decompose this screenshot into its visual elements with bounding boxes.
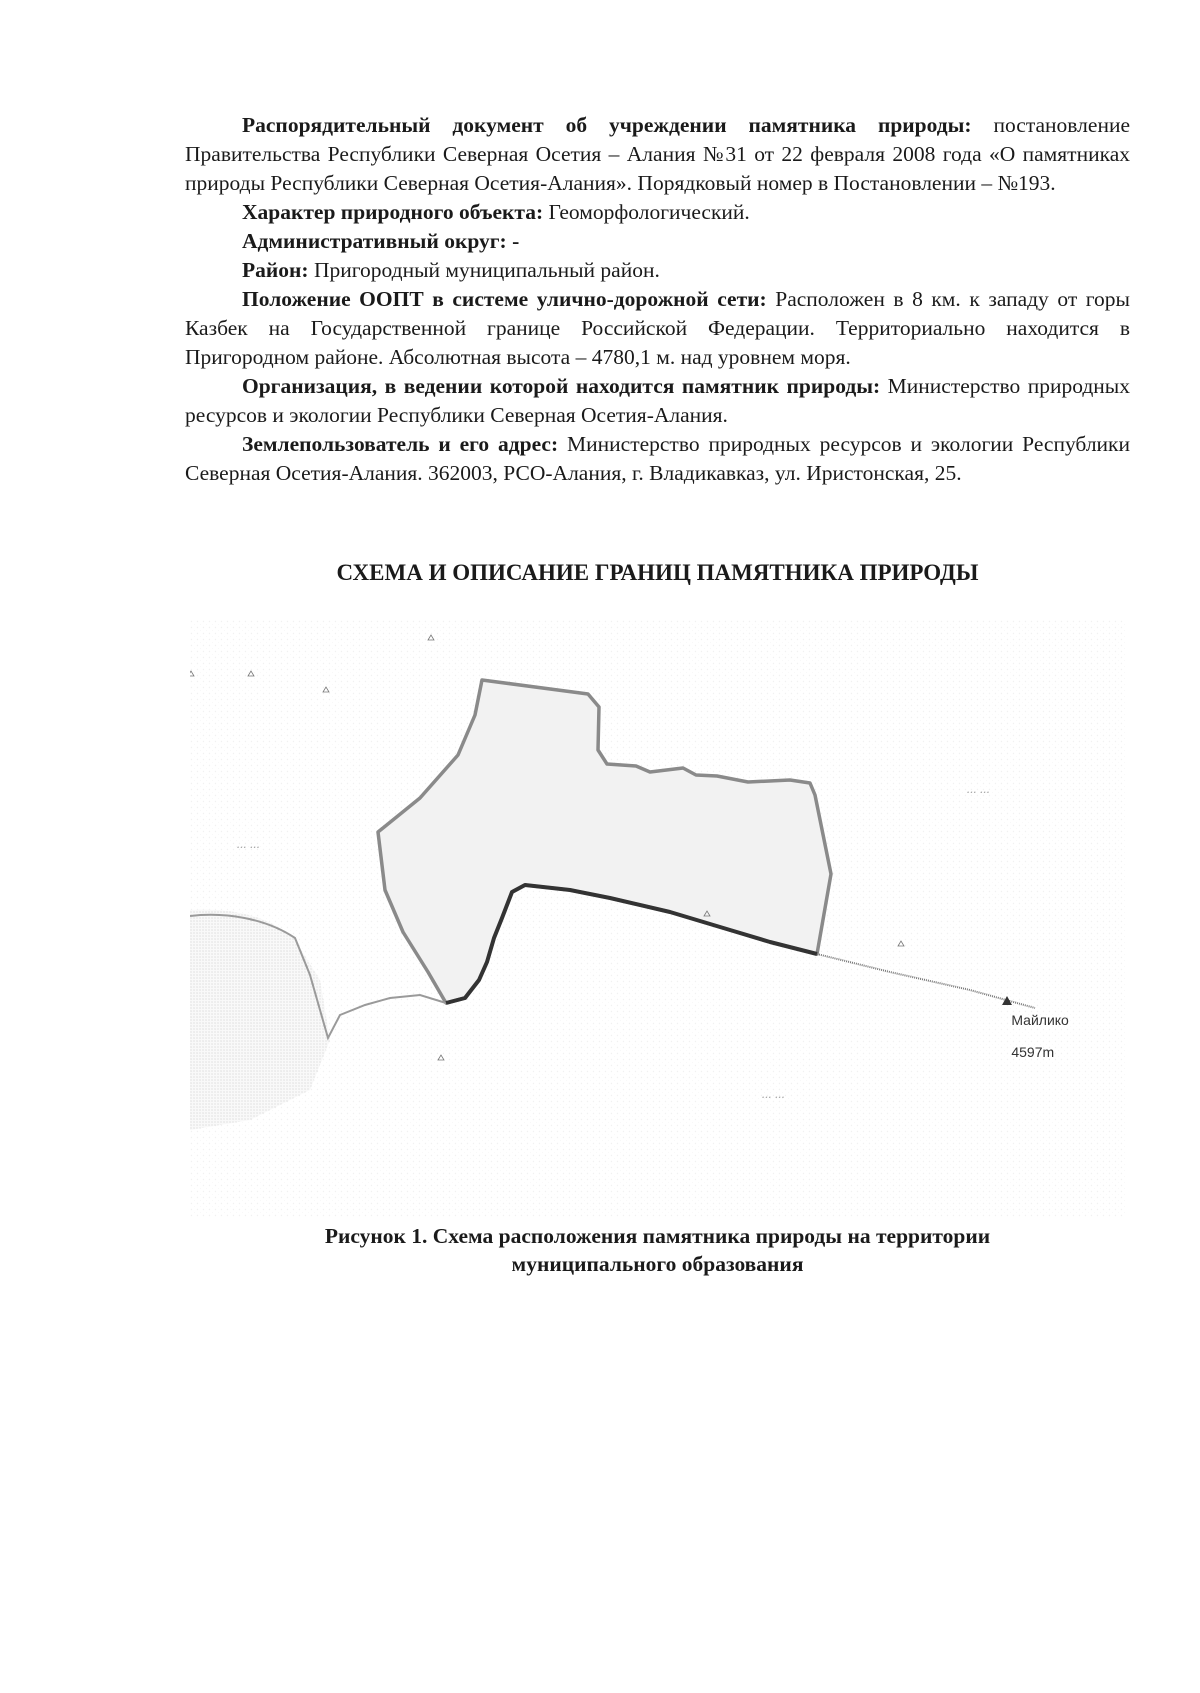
map-drawing [190, 620, 1125, 1218]
paragraph-text: Расположен в 8 км. к западу от горы Казбек на Государственной границе Российской Федерации. Территориально находится в Пригородном районе. Абсолютная высота – 4780,1 м. над уровнем моря. [185, 287, 1130, 369]
paragraph-object-type [185, 198, 1130, 227]
paragraph-label: Положение ООПТ в системе улично-дорожной сети: [242, 287, 767, 311]
paragraph-label: Район: [242, 258, 309, 282]
paragraph-label: Характер природного объекта: [242, 200, 544, 224]
paragraph-label: Административный округ: - [242, 229, 520, 253]
paragraph-land-user [185, 430, 1130, 488]
map-faint-label: ᐧᐧᐧ ᐧᐧᐧ [760, 1090, 784, 1105]
peak-label-mailiko [988, 996, 1069, 1076]
map-faint-label: ᐧᐧᐧ ᐧᐧᐧ [235, 840, 259, 855]
boundary-map [190, 620, 1125, 1218]
paragraph-region [185, 256, 1130, 285]
paragraph-label: Землепользователь и его адрес: [242, 432, 559, 456]
map-faint-label: ᐧᐧᐧ ᐧᐧᐧ [965, 785, 989, 800]
paragraph-organization [185, 372, 1130, 430]
paragraph-text: Министерство природных ресурсов и экологии Республики Северная Осетия-Алания. [185, 374, 1131, 427]
caption-line: муниципального образования [511, 1252, 804, 1276]
paragraph-text: Пригородный муниципальный район. [308, 258, 660, 282]
peak-elevation: 4597m [1011, 1044, 1055, 1060]
paragraph-text: постановление Правительства Республики Северная Осетия – Алания №31 от 22 февраля 2008 года «О памятниках природы Республики Северная Осетия-Алания». Порядковый номер в Постановлении – №193. [185, 113, 1130, 195]
document-text [185, 111, 1130, 488]
paragraph-text: Геоморфологический. [543, 200, 750, 224]
peak-name: Майлико [1011, 1012, 1069, 1028]
paragraph-admin-district [185, 227, 1130, 256]
paragraph-text: Министерство природных ресурсов и экологии Республики Северная Осетия-Алания. 362003, РСО-Алания, г. Владикавказ, ул. Иристонская, 25. [185, 432, 1131, 485]
paragraph-location [185, 285, 1130, 372]
paragraph-label: Организация, в ведении которой находится памятник природы: [242, 374, 881, 398]
caption-line: Рисунок 1. Схема расположения памятника природы на территории [324, 1224, 991, 1248]
figure-caption [185, 1222, 1130, 1278]
paragraph-decree [185, 111, 1130, 198]
map-background [190, 620, 1125, 1218]
section-title: СХЕМА И ОПИСАНИЕ ГРАНИЦ ПАМЯТНИКА ПРИРОДЫ [336, 560, 979, 585]
paragraph-label: Распорядительный документ об учреждении памятника природы: [242, 113, 972, 137]
